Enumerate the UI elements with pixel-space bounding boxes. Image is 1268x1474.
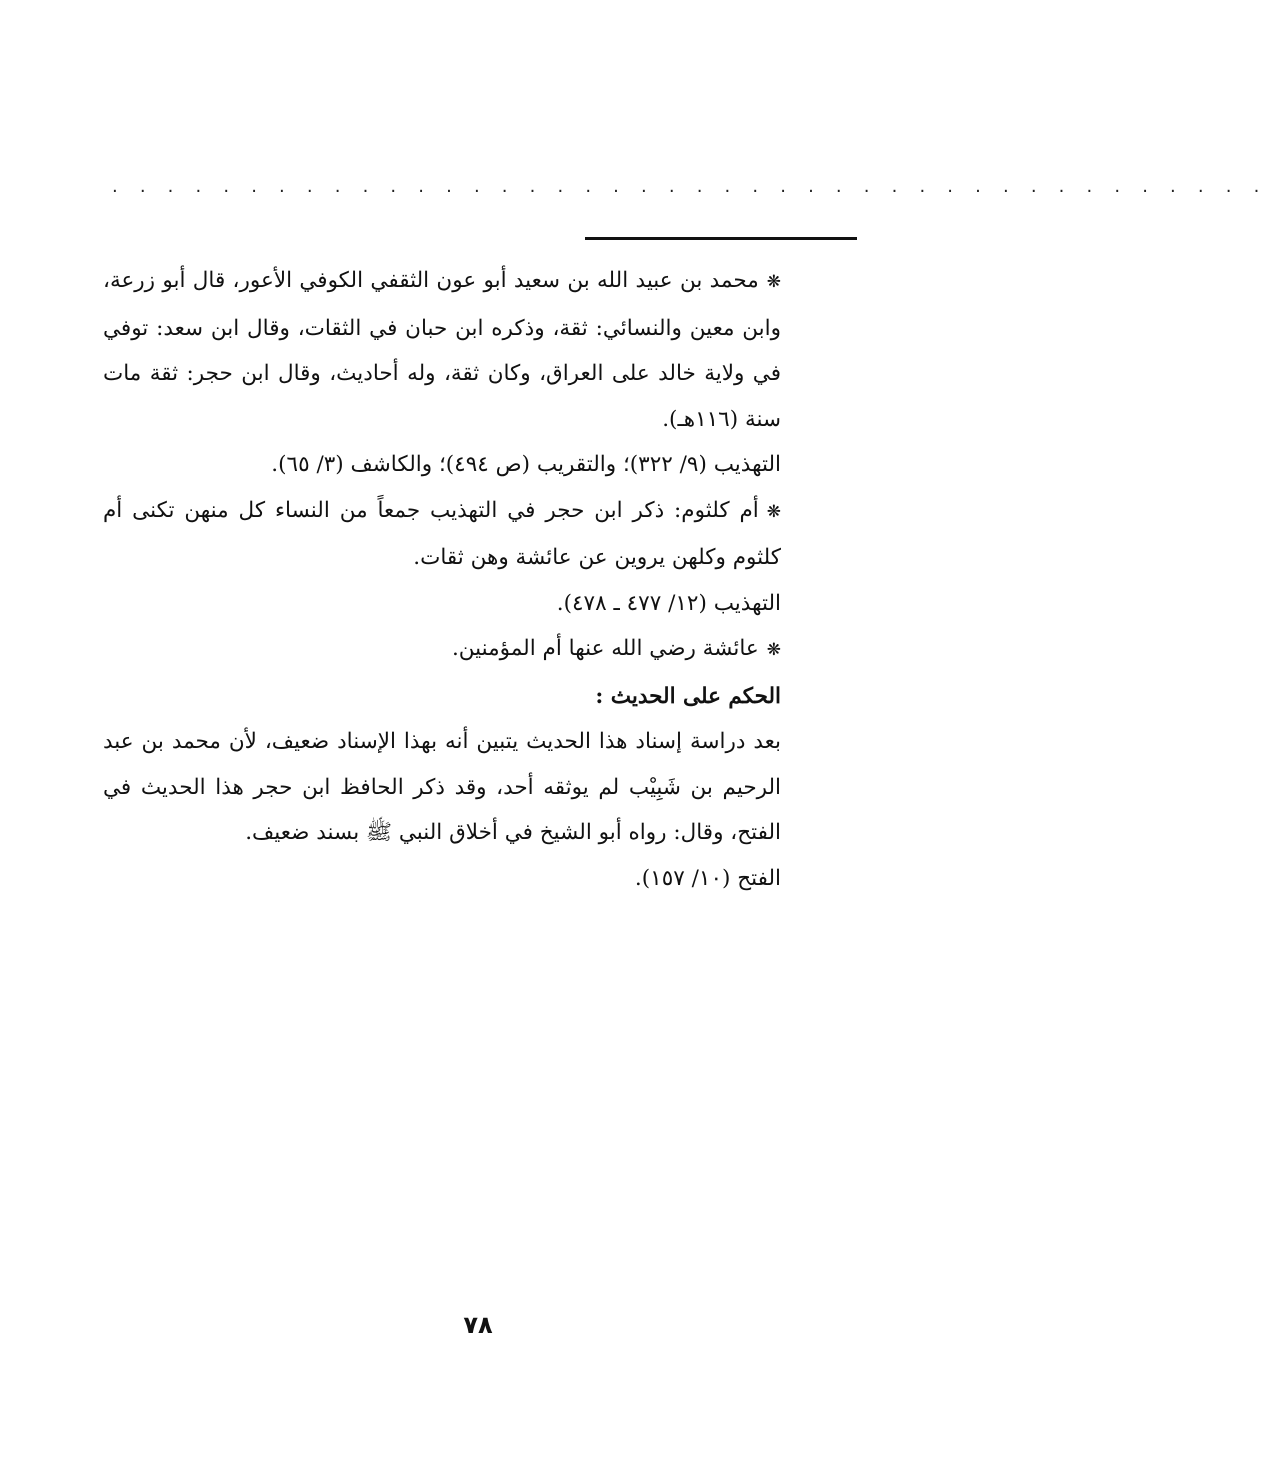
footnote-reference: التهذيب (١٢/ ٤٧٧ ـ ٤٧٨). bbox=[556, 590, 781, 616]
footnote-narrator-muhammad bbox=[103, 258, 781, 442]
footnote-text: محمد بن عبيد الله بن سعيد أبو عون الثقفي الكوفي الأعور، قال أبو زرعة، وابن معين والنسائي: ثقة، وذكره ابن حبان في الثقات، وقال ابن سعد: توفي في ولاية خالد على العراق، وكان ثقة، وله أحاديث، وقال ابن حجر: ثقة مات سنة (١١٦هـ). bbox=[103, 268, 781, 432]
page-number: ٧٨ bbox=[463, 1311, 493, 1339]
hadith-verdict-paragraph: بعد دراسة إسناد هذا الحديث يتبين أنه بهذا الإسناد ضعيف، لأن محمد بن عبد الرحيم بن شَبِيْب لم يوثقه أحد، وقد ذكر الحافظ ابن حجر هذا الحديث في الفتح، وقال: رواه أبو الشيخ في أخلاق النبي ﷺ بسند ضعيف. bbox=[103, 729, 781, 845]
footnote-reference: التهذيب (٩/ ٣٢٢)؛ والتقريب (ص ٤٩٤)؛ والكاشف (٣/ ٦٥). bbox=[271, 452, 781, 477]
footnote-text: أم كلثوم: ذكر ابن حجر في التهذيب جمعاً من النساء كل منهن تكنى أم كلثوم وكلهن يروين عن عائشة وهن ثقات. bbox=[103, 497, 781, 570]
section-heading: الحكم على الحديث : bbox=[595, 683, 781, 709]
dotted-separator: · · · · · · · · · · · · · · · · · · · · · · · · · · · · · · · · · · · · · · · · · · bbox=[112, 181, 1268, 202]
footnote-rule bbox=[585, 237, 857, 240]
asterism-icon: ❋ bbox=[766, 272, 781, 292]
footnote-text: عائشة رضي الله عنها أم المؤمنين. bbox=[451, 636, 759, 661]
footnote-reference: الفتح (١٠/ ١٥٧). bbox=[634, 865, 781, 891]
footnotes-block bbox=[103, 258, 781, 901]
footnote-narrator-umm-kulthum bbox=[103, 488, 781, 581]
asterism-icon: ❋ bbox=[766, 640, 781, 660]
footnote-narrator-aisha bbox=[103, 626, 781, 674]
asterism-icon: ❋ bbox=[766, 501, 781, 522]
